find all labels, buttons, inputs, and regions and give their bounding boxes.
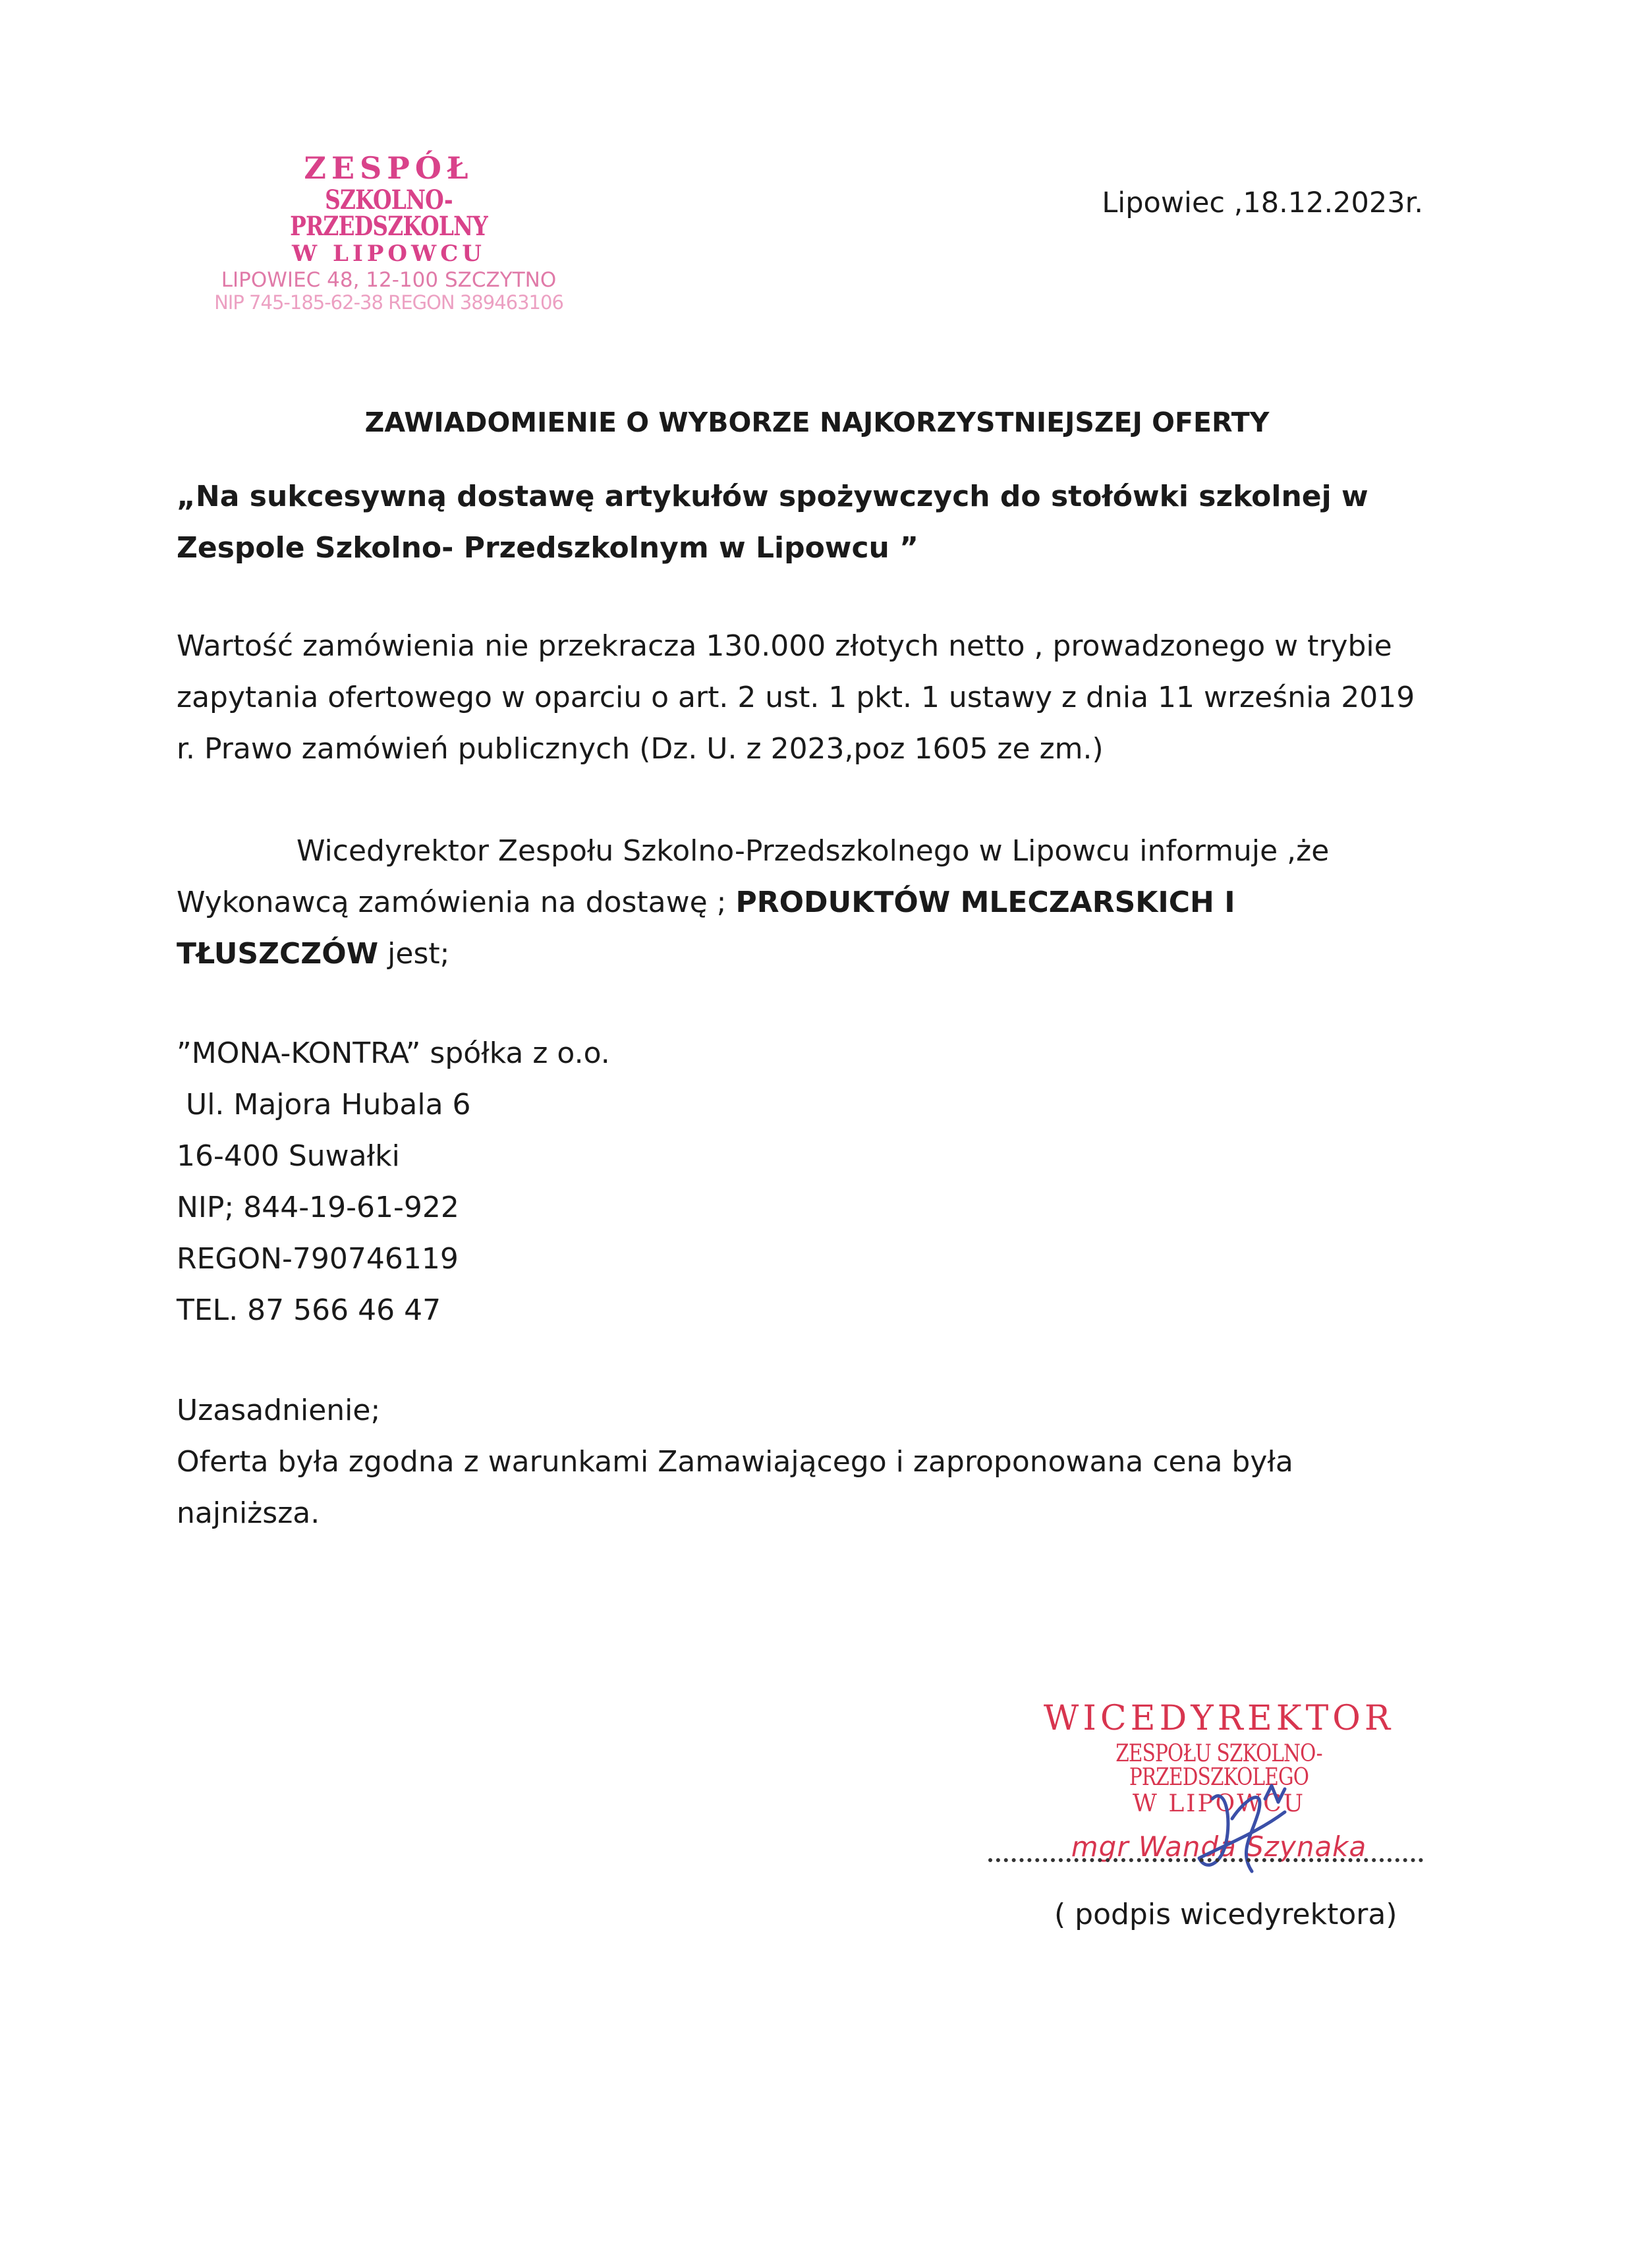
signature-caption: ( podpis wicedyrektora) xyxy=(1054,1898,1397,1931)
paragraph-contractor-info xyxy=(177,826,1442,980)
handwritten-signature xyxy=(1186,1772,1318,1885)
company-regon: REGON-790746119 xyxy=(177,1242,459,1276)
paragraph-order-value: Wartość zamówienia nie przekracza 130.000 złotych netto , prowadzonego w trybie zapytania ofertowego w oparciu o art. 2 ust. 1 pkt. 1 ustawy z dnia 11 września 2019 r. Prawo zamówień publicznych (Dz. U. z 2023,poz 1605 ze zm.) xyxy=(177,629,1415,766)
stamp-address: LIPOWIEC 48, 12-100 SZCZYTNO xyxy=(221,268,557,292)
stamp-line-1: ZESPÓŁ xyxy=(304,150,474,186)
paragraph-intro: Wicedyrektor Zespołu Szkolno-Przedszkolnego w Lipowcu informuje ,że Wykonawcą zamówienia na dostawę ; xyxy=(177,834,1330,919)
school-stamp xyxy=(198,150,580,314)
contractor-details xyxy=(177,1028,610,1336)
justification-label: Uzasadnienie; xyxy=(177,1394,381,1427)
paragraph-outro: jest; xyxy=(378,937,450,971)
stamp-line-2: SZKOLNO-PRZEDSZKOLNY xyxy=(290,184,488,242)
document-title: ZAWIADOMIENIE O WYBORZE NAJKORZYSTNIEJSZEJ OFERTY xyxy=(364,407,1270,438)
vice-stamp-line-3: W LIPOWCU xyxy=(1132,1790,1306,1817)
signature-line xyxy=(988,1858,1423,1862)
justification-section xyxy=(177,1385,1428,1539)
vice-stamp-name: mgr Wanda Szynaka xyxy=(1071,1830,1367,1863)
company-street: Ul. Majora Hubala 6 xyxy=(177,1088,471,1121)
products-name: PRODUKTÓW MLECZARSKICH I TŁUSZCZÓW xyxy=(177,886,1235,971)
stamp-line-3: W LIPOWCU xyxy=(292,241,486,267)
company-name: ”MONA-KONTRA” spółka z o.o. xyxy=(177,1036,610,1070)
stamp-nip-regon: NIP 745-185-62-38 REGON 389463106 xyxy=(214,291,563,314)
document-subject: „Na sukcesywną dostawę artykułów spożywczych do stołówki szkolnej w Zespole Szkolno- Przedszkolnym w Lipowcu ” xyxy=(177,480,1368,565)
company-nip: NIP; 844-19-61-922 xyxy=(177,1191,459,1224)
justification-text: Oferta była zgodna z warunkami Zamawiającego i zaproponowana cena była najniższa. xyxy=(177,1445,1293,1530)
company-phone: TEL. 87 566 46 47 xyxy=(177,1293,441,1327)
document-date: Lipowiec ,18.12.2023r. xyxy=(1102,186,1423,219)
company-city: 16-400 Suwałki xyxy=(177,1139,400,1173)
vice-stamp-line-1: WICEDYREKTOR xyxy=(1043,1699,1395,1738)
vice-stamp-line-2: ZESPOŁU SZKOLNO-PRZEDSZKOLEGO xyxy=(1115,1740,1322,1791)
